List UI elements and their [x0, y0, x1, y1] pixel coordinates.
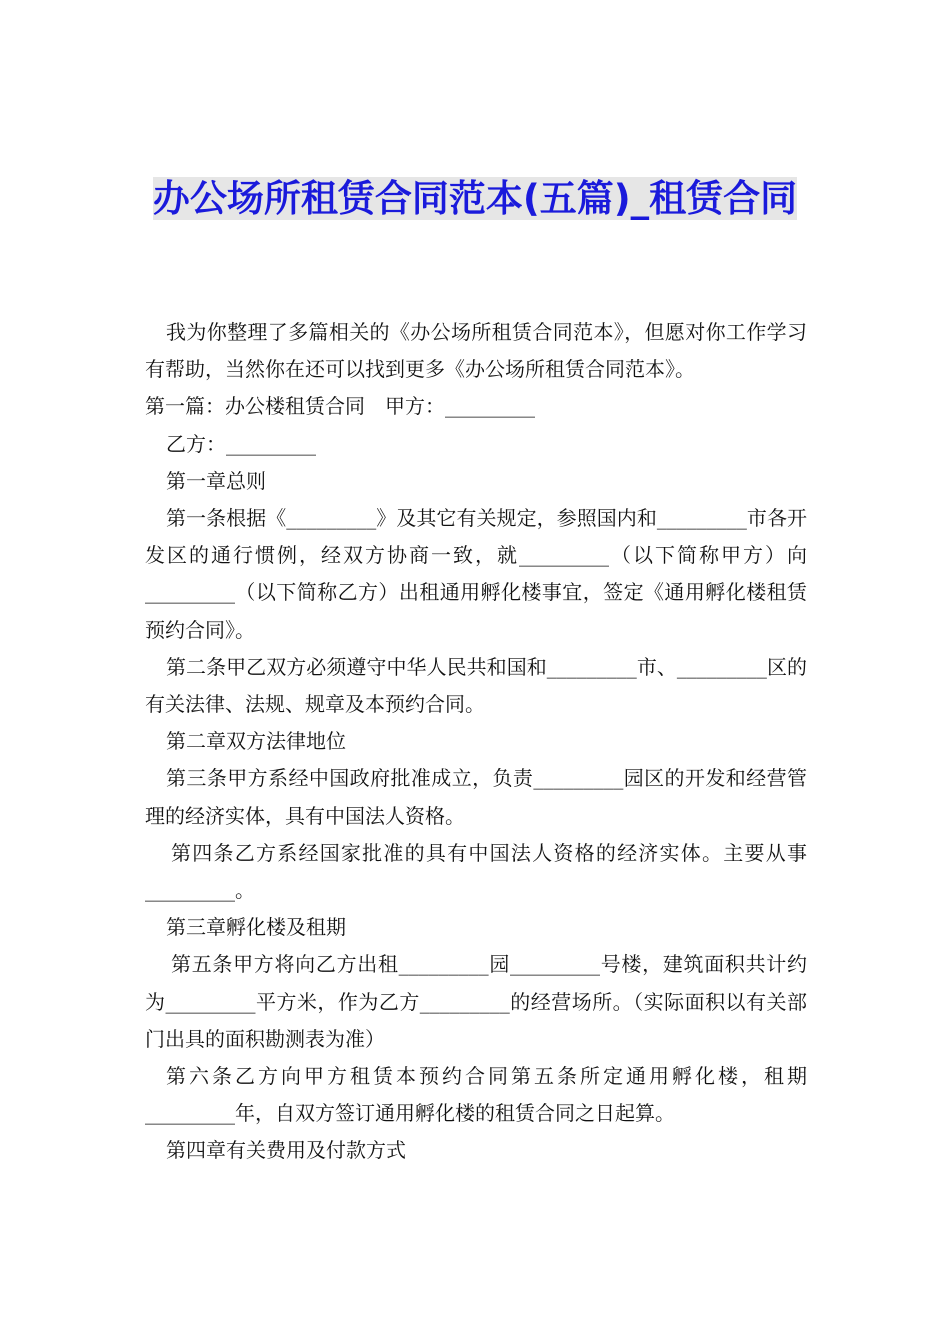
article-paragraph: 第六条乙方向甲方租赁本预约合同第五条所定通用孵化楼，租期_________年，自双方签订通用孵化楼的租赁合同之日起算。	[145, 1064, 807, 1126]
chapter-heading: 第四章有关费用及付款方式	[166, 1138, 406, 1163]
document-body	[145, 314, 807, 1170]
section-heading-first: 第一篇：办公楼租赁合同 甲方：_________	[145, 394, 535, 419]
title-text: 办公场所租赁合同范本(五篇)_租赁合同	[152, 177, 798, 220]
chapter-heading: 第三章孵化楼及租期	[166, 915, 346, 940]
article-paragraph: 第一条根据《_________》及其它有关规定，参照国内和_________市各开发区的通行惯例，经双方协商一致，就_________（以下简称甲方）向_________（以下简称乙方）出租通用孵化楼事宜，签定《通用孵化楼租赁预约合同》。	[145, 506, 807, 642]
article-paragraph: 第二条甲乙双方必须遵守中华人民共和国和_________市、_________区的有关法律、法规、规章及本预约合同。	[145, 654, 807, 717]
chapter-heading: 第一章总则	[166, 468, 266, 493]
chapter-heading: 第二章双方法律地位	[166, 729, 346, 754]
article-paragraph: 第四条乙方系经国家批准的具有中国法人资格的经济实体。主要从事_________。	[145, 840, 807, 903]
article-paragraph: 第五条甲方将向乙方出租_________园_________号楼，建筑面积共计约为_________平方米，作为乙方_________的经营场所。（实际面积以有关部门出具的面积勘测表为准）	[145, 952, 807, 1051]
intro-paragraph: 我为你整理了多篇相关的《办公场所租赁合同范本》，但愿对你工作学习有帮助，当然你在还可以找到更多《办公场所租赁合同范本》。	[145, 320, 807, 382]
article-paragraph: 第三条甲方系经中国政府批准成立，负责_________园区的开发和经营管理的经济实体，具有中国法人资格。	[145, 766, 807, 828]
party-b-line: 乙方：_________	[166, 431, 316, 456]
document-title	[140, 172, 810, 226]
